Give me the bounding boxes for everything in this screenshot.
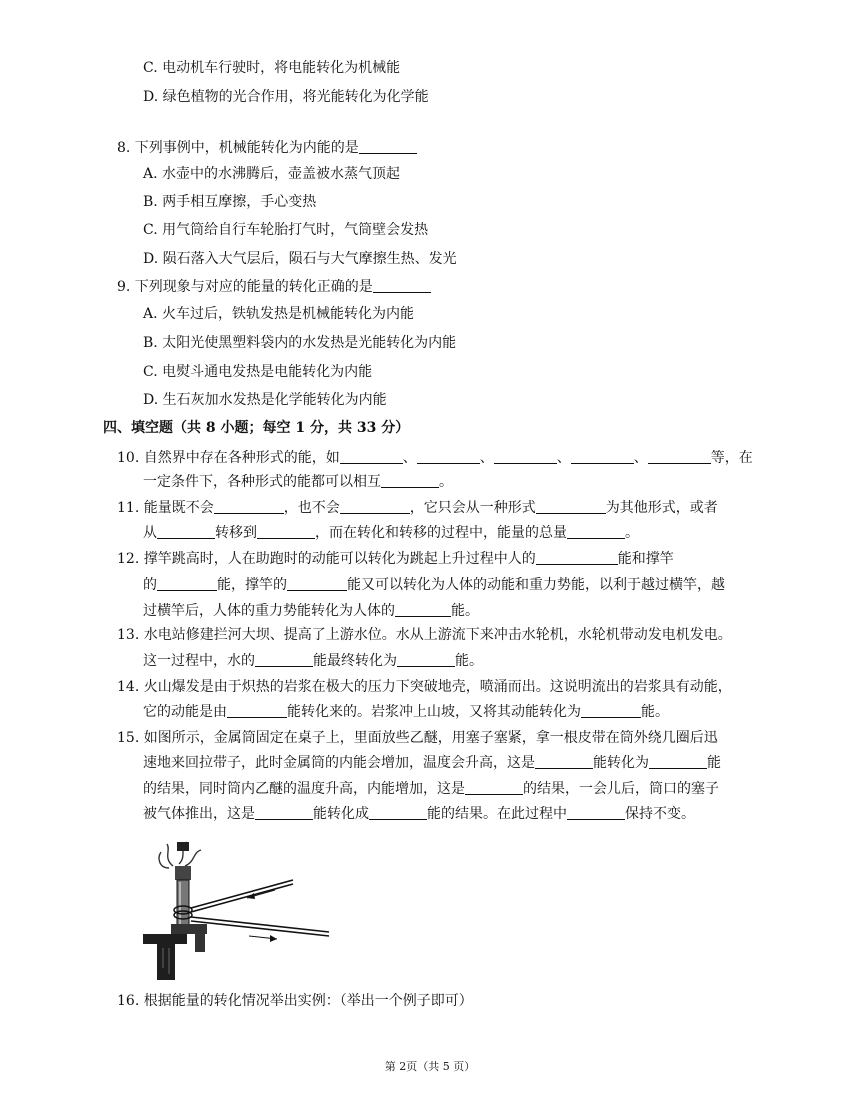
- question-text: 一定条件下，各种形式的能都可以相互: [143, 474, 381, 490]
- question-text: 能转化成: [313, 806, 369, 822]
- q11-line1: [117, 498, 718, 518]
- q10-line1: [117, 448, 753, 468]
- q12-line2: [143, 575, 725, 595]
- answer-blank: [214, 499, 284, 514]
- question-text: 9. 下列现象与对应的能量的转化正确的是: [117, 279, 373, 295]
- answer-blank: [567, 805, 625, 820]
- answer-blank: [255, 805, 313, 820]
- answer-blank: [494, 449, 557, 464]
- q7-option-c: C. 电动机车行驶时，将电能转化为机械能: [143, 60, 401, 76]
- table-edge: [143, 934, 187, 980]
- q10-line2: [143, 472, 453, 492]
- question-text: 的: [143, 577, 157, 593]
- q8-option-c: C. 用气筒给自行车轮胎打气时，气筒壁会发热: [143, 222, 429, 238]
- answer-blank: [369, 805, 427, 820]
- question-text: 能。: [451, 603, 479, 619]
- question-text: 的结果，同时筒内乙醚的温度升高，内能增加，这是: [143, 781, 465, 797]
- question-text: 能又可以转化为人体的动能和重力势能，以利于越过横竿，越: [347, 577, 725, 593]
- question-text: 过横竿后，人体的重力势能转化为人体的: [143, 603, 395, 619]
- question-text: ，它只会从一种形式: [409, 500, 536, 516]
- q14-line2: [143, 702, 669, 722]
- answer-blank: [465, 780, 523, 795]
- q16-line1: 16. 根据能量的转化情况举出实例：（举出一个例子即可）: [117, 993, 473, 1009]
- stopper: [177, 842, 189, 851]
- question-text: 能转化来的。岩浆冲上山坡，又将其动能转化为: [287, 704, 581, 720]
- page-footer: 第 2页（共 5 页）: [384, 1060, 476, 1073]
- question-text: 能，撑竿的: [217, 577, 287, 593]
- metal-tube-figure: [143, 838, 331, 980]
- question-text: 能。: [455, 653, 483, 669]
- q12-line3: [143, 601, 479, 621]
- answer-blank: [373, 278, 431, 293]
- q15-line4: [143, 804, 695, 824]
- answer-blank: [567, 524, 625, 539]
- q15-line3: [143, 779, 719, 799]
- question-text: 。: [625, 525, 639, 541]
- question-text: 能的结果。在此过程中: [427, 806, 567, 822]
- answer-blank: [287, 576, 347, 591]
- question-text: 12. 撑竿跳高时，人在助跑时的动能可以转化为跳起上升过程中人的: [117, 551, 536, 567]
- question-text: 、: [479, 450, 494, 466]
- q13-line1: 13. 水电站修建拦河大坝、提高了上游水位。水从上游流下来冲击水轮机，水轮机带动发电机发电。: [117, 627, 732, 643]
- answer-blank: [227, 703, 287, 718]
- question-text: 、: [633, 450, 648, 466]
- question-text: 能和撑竿: [617, 551, 674, 567]
- question-text: 8. 下列事例中，机械能转化为内能的是: [117, 140, 359, 156]
- q14-line1: 14. 火山爆发是由于炽热的岩浆在极大的压力下突破地壳，喷涌而出。这说明流出的岩浆具有动能，: [117, 679, 732, 695]
- q13-line2: [143, 651, 483, 671]
- question-text: 等，在: [710, 450, 753, 466]
- answer-blank: [535, 754, 593, 769]
- answer-blank: [571, 449, 634, 464]
- q9-option-b: B. 太阳光使黑塑料袋内的水发热是光能转化为内能: [143, 335, 457, 351]
- answer-blank: [397, 652, 455, 667]
- question-text: 、: [402, 450, 417, 466]
- q15-line2: [143, 753, 721, 773]
- answer-blank: [340, 449, 403, 464]
- question-text: 保持不变。: [625, 806, 695, 822]
- q9-option-a: A. 火车过后，铁轨发热是机械能转化为内能: [143, 306, 415, 322]
- q9-stem: [117, 277, 431, 297]
- q12-line1: [117, 549, 674, 569]
- q9-option-c: C. 电熨斗通电发热是电能转化为内能: [143, 364, 373, 380]
- question-text: 。: [439, 474, 453, 490]
- question-text: ，也不会: [283, 500, 340, 516]
- answer-blank: [257, 524, 315, 539]
- question-text: 为其他形式，或者: [605, 500, 718, 516]
- answer-blank: [536, 550, 618, 565]
- q8-option-b: B. 两手相互摩擦，手心变热: [143, 194, 317, 210]
- q9-option-d: D. 生石灰加水发热是化学能转化为内能: [143, 392, 387, 408]
- q15-line1: 15. 如图所示，金属筒固定在桌子上，里面放些乙醚，用塞子塞紧，拿一根皮带在筒外绕几圈后迅: [117, 730, 718, 746]
- q11-line2: [143, 523, 639, 543]
- section-heading: 四、填空题（共 8 小题；每空 1 分，共 33 分）: [103, 420, 410, 436]
- answer-blank: [581, 703, 641, 718]
- answer-blank: [649, 754, 707, 769]
- question-text: 、: [556, 450, 571, 466]
- question-text: 能。: [641, 704, 669, 720]
- question-text: ，而在转化和转移的过程中，能量的总量: [315, 525, 567, 541]
- question-text: 能: [707, 755, 721, 771]
- q8-option-a: A. 水壶中的水沸腾后，壶盖被水蒸气顶起: [143, 166, 401, 182]
- question-text: 能最终转化为: [313, 653, 397, 669]
- answer-blank: [648, 449, 711, 464]
- question-text: 10. 自然界中存在各种形式的能，如: [117, 450, 340, 466]
- q7-option-d: D. 绿色植物的光合作用，将光能转化为化学能: [143, 89, 429, 105]
- answer-blank: [381, 473, 439, 488]
- question-text: 速地来回拉带子，此时金属筒的内能会增加，温度会升高，这是: [143, 755, 535, 771]
- answer-blank: [359, 139, 417, 154]
- answer-blank: [536, 499, 606, 514]
- question-text: 被气体推出，这是: [143, 806, 255, 822]
- answer-blank: [417, 449, 480, 464]
- answer-blank: [157, 576, 217, 591]
- question-text: 从: [143, 525, 157, 541]
- answer-blank: [255, 652, 313, 667]
- q8-stem: [117, 138, 417, 158]
- question-text: 的结果，一会儿后，筒口的塞子: [523, 781, 719, 797]
- question-text: 能转化为: [593, 755, 649, 771]
- answer-blank: [340, 499, 410, 514]
- question-text: 这一过程中，水的: [143, 653, 255, 669]
- answer-blank: [395, 602, 451, 617]
- question-text: 转移到: [215, 525, 257, 541]
- answer-blank: [157, 524, 215, 539]
- q8-option-d: D. 陨石落入大气层后，陨石与大气摩擦生热、发光: [143, 251, 457, 267]
- question-text: 它的动能是由: [143, 704, 227, 720]
- question-text: 11. 能量既不会: [117, 500, 214, 516]
